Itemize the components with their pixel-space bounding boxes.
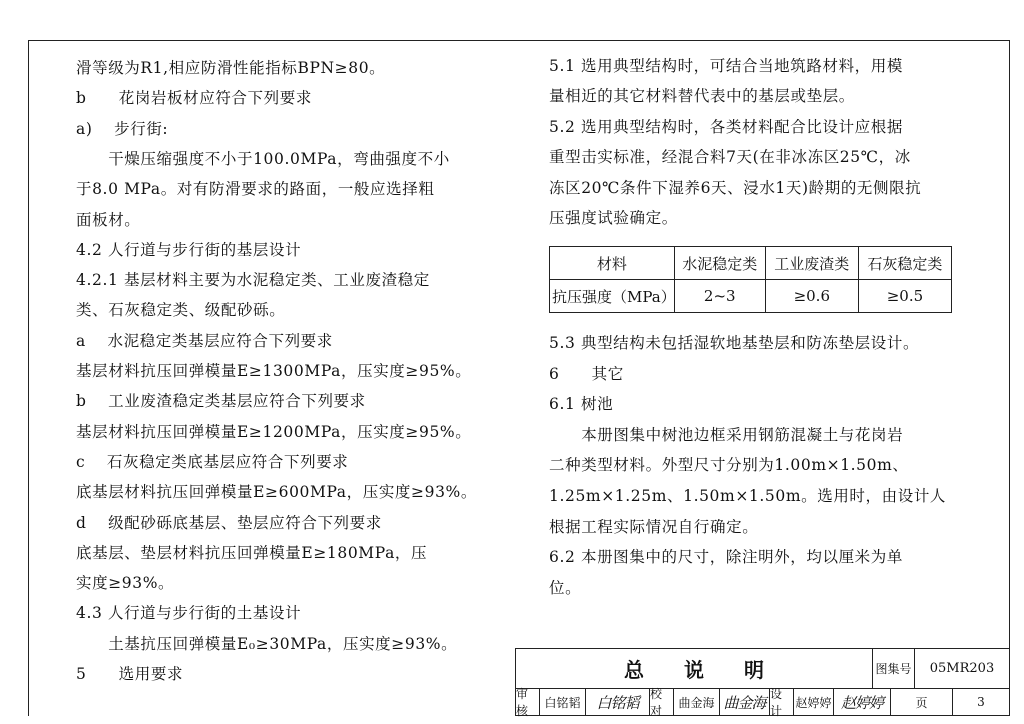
table-row (550, 280, 952, 313)
text-line: 二种类型材料。外型尺寸分别为1.00m×1.50m、 (549, 456, 909, 475)
text-line: 根据工程实际情况自行确定。 (549, 517, 759, 536)
text-line: 5.3 典型结构未包括湿软地基垫层和防冻垫层设计。 (549, 334, 920, 352)
text-line: 干燥压缩强度不小于100.0MPa，弯曲强度不小 (76, 149, 450, 168)
text-line: 6 其它 (549, 364, 624, 383)
text-line: a) 步行街: (76, 119, 169, 138)
drawing-title: 总说明 (516, 649, 873, 689)
designer-name: 赵婷婷 (794, 689, 834, 715)
design-label: 设计 (770, 689, 794, 715)
text-line: 基层材料抗压回弹模量E≥1300MPa，压实度≥95%。 (76, 362, 472, 380)
text-line: 底基层、垫层材料抗压回弹模量E≥180MPa，压 (76, 543, 428, 562)
reviewer-signature: 白铭韬 (586, 689, 650, 715)
reviewer-name: 白铭韬 (540, 689, 586, 715)
text-line: 面板材。 (76, 210, 141, 229)
text-line: 量相近的其它材料替代表中的基层或垫层。 (549, 87, 855, 106)
text-line: 滑等级为R1,相应防滑性能指标BPN≥80。 (76, 59, 386, 77)
strength-table (549, 246, 952, 313)
atlas-label: 图集号 (873, 649, 915, 689)
review-label: 审核 (516, 689, 540, 715)
page-label: 页 (891, 689, 953, 715)
text-line: 5 选用要求 (76, 665, 184, 683)
check-label: 校对 (650, 689, 674, 715)
page-number: 3 (977, 695, 985, 709)
text-line: 重型击实标准，经混合料7天(在非冰冻区25℃，冰 (549, 148, 911, 167)
table-header-cell: 水泥稳定类 (674, 247, 765, 280)
table-cell: 2~3 (674, 280, 765, 313)
designer-signature: 赵婷婷 (834, 689, 891, 715)
atlas-number: 05MR203 (915, 649, 1009, 689)
text-line: 4.2 人行道与步行街的基层设计 (76, 240, 302, 259)
text-line: 6.2 本册图集中的尺寸，除注明外，均以厘米为单 (549, 548, 903, 567)
table-header-cell: 材料 (550, 247, 675, 280)
text-line: 底基层材料抗压回弹模量E≥600MPa，压实度≥93%。 (76, 483, 477, 502)
table-cell: ≥0.5 (858, 280, 951, 313)
table-cell: 抗压强度（MPa） (550, 280, 675, 313)
text-line: c 石灰稳定类底基层应符合下列要求 (76, 452, 349, 471)
table-header-cell: 工业废渣类 (765, 247, 858, 280)
title-block (515, 648, 1010, 716)
text-line: 压强度试验确定。 (549, 209, 678, 227)
checker-signature: 曲金海 (720, 689, 770, 715)
signature-row (516, 687, 1009, 718)
text-line: 5.1 选用典型结构时，可结合当地筑路材料，用模 (549, 57, 903, 75)
text-line: 位。 (549, 578, 582, 597)
text-line: b 工业废渣稳定类基层应符合下列要求 (76, 392, 366, 411)
table-cell: ≥0.6 (765, 280, 858, 313)
text-line: 1.25m×1.25m、1.50m×1.50m。选用时，由设计人 (549, 487, 947, 505)
text-line: d 级配砂砾底基层、垫层应符合下列要求 (76, 513, 382, 532)
text-line: 冻区20℃条件下湿养6天、浸水1天)龄期的无侧限抗 (549, 178, 922, 197)
text-line: 基层材料抗压回弹模量E≥1200MPa，压实度≥95%。 (76, 422, 472, 441)
text-line: 于8.0 MPa。对有防滑要求的路面，一般应选择粗 (76, 180, 435, 199)
text-line: a 水泥稳定类基层应符合下列要求 (76, 331, 333, 350)
text-line: 6.1 树池 (549, 395, 614, 414)
text-line: b 花岗岩板材应符合下列要求 (76, 89, 312, 108)
table-header-row (550, 247, 952, 280)
text-line: 土基抗压回弹模量E₀≥30MPa，压实度≥93%。 (76, 634, 458, 653)
text-line: 4.2.1 基层材料主要为水泥稳定类、工业废渣稳定 (76, 271, 430, 290)
table-header-cell: 石灰稳定类 (858, 247, 951, 280)
text-line: 实度≥93%。 (76, 574, 175, 593)
text-line: 类、石灰稳定类、级配砂砾。 (76, 301, 286, 320)
text-line: 4.3 人行道与步行街的土基设计 (76, 604, 302, 623)
checker-name: 曲金海 (674, 689, 720, 715)
text-line: 本册图集中树池边框采用钢筋混凝土与花岗岩 (549, 425, 904, 444)
text-line: 5.2 选用典型结构时，各类材料配合比设计应根据 (549, 117, 903, 136)
